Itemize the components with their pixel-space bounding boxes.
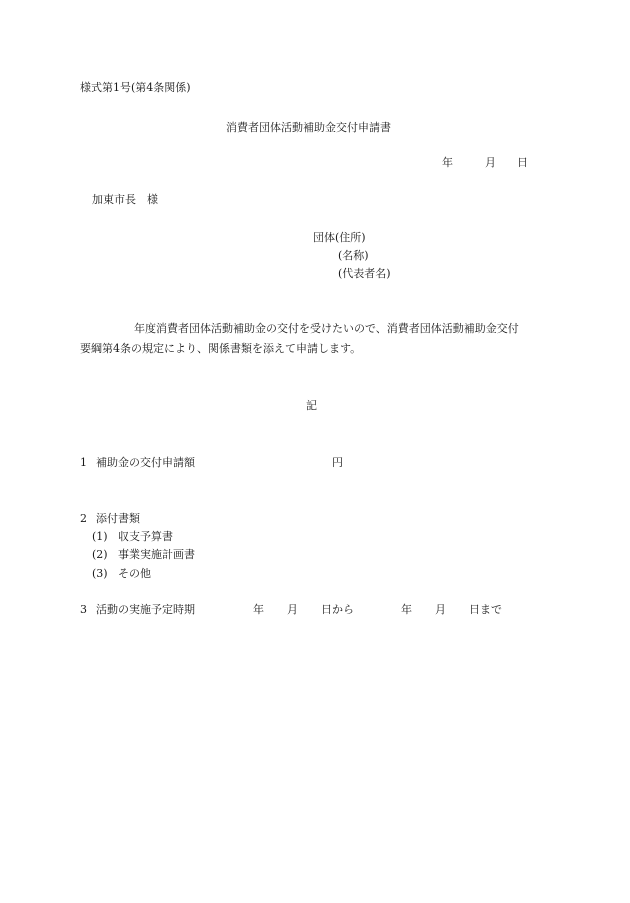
form-number: 様式第1号(第4条関係): [80, 81, 191, 94]
date-year: 年: [442, 156, 453, 169]
body-text-line-2: 要綱第4条の規定により、関係書類を添えて申請します。: [80, 342, 362, 355]
item-3-label: 活動の実施予定時期: [96, 603, 195, 616]
start-year: 年: [253, 603, 264, 616]
document-title: 消費者団体活動補助金交付申請書: [226, 121, 391, 134]
applicant-representative-label: (代表者名): [338, 267, 391, 280]
end-day: 日まで: [469, 603, 502, 616]
attachment-label: その他: [118, 567, 151, 580]
item-3-activity-period: [80, 604, 502, 615]
item-2-attachments: [80, 513, 140, 524]
end-month: 月: [435, 603, 446, 616]
item-2-label: 添付書類: [96, 512, 140, 525]
date-day: 日: [517, 156, 528, 169]
attachment-number: (2): [92, 548, 108, 561]
body-text-line-1: 年度消費者団体活動補助金の交付を受けたいので、消費者団体活動補助金交付: [134, 322, 519, 335]
attachment-label: 事業実施計画書: [118, 548, 195, 561]
attachment-number: (1): [92, 530, 108, 543]
date-month: 月: [485, 156, 496, 169]
attachment-number: (3): [92, 567, 108, 580]
attachment-label: 収支予算書: [118, 530, 173, 543]
applicant-address-label: 団体(住所): [313, 231, 366, 244]
attachment-item: [92, 568, 151, 579]
ki-heading: 記: [306, 399, 317, 412]
item-1-unit: 円: [332, 456, 343, 469]
start-day: 日から: [321, 603, 354, 616]
start-month: 月: [287, 603, 298, 616]
applicant-name-label: (名称): [338, 249, 369, 262]
item-2-number: 2: [80, 512, 87, 525]
attachment-item: [92, 531, 173, 542]
item-1-label: 補助金の交付申請額: [96, 456, 195, 469]
date-line: [442, 157, 528, 168]
addressee: 加東市長 様: [92, 193, 158, 206]
end-year: 年: [401, 603, 412, 616]
item-3-number: 3: [80, 603, 87, 616]
attachment-item: [92, 549, 195, 560]
item-1-number: 1: [80, 456, 87, 469]
item-1-application-amount: [80, 457, 343, 468]
